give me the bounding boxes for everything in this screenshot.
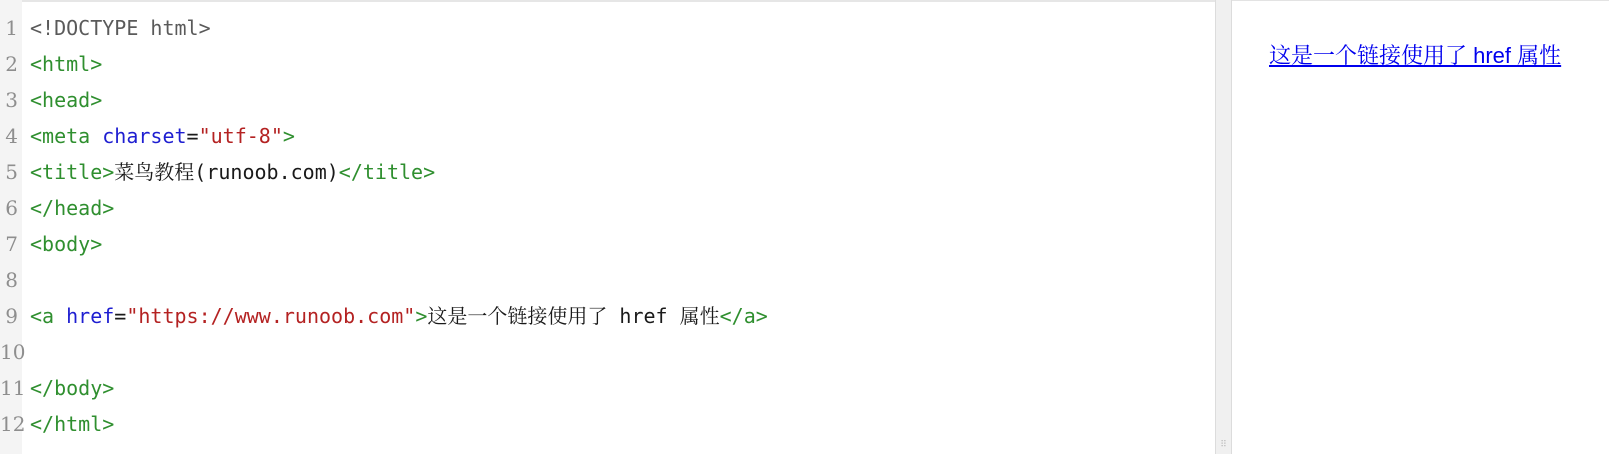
- code-content[interactable]: [30, 226, 102, 262]
- code-token-tag: <title>: [30, 160, 115, 184]
- code-token-attr: href: [66, 304, 115, 328]
- code-content[interactable]: [30, 82, 102, 118]
- code-line[interactable]: [0, 262, 1215, 298]
- line-number: 3: [5, 88, 18, 112]
- code-token-tag: <meta: [30, 124, 103, 148]
- code-token-tag: </a>: [719, 304, 768, 328]
- line-number: 7: [5, 232, 18, 256]
- resize-grip-icon[interactable]: ⠿: [1220, 440, 1227, 450]
- code-line[interactable]: [0, 334, 1215, 370]
- code-token-tag: </html>: [30, 412, 115, 436]
- code-token-tag: </body>: [30, 376, 115, 400]
- line-number: 8: [5, 268, 18, 292]
- code-token-str: "https://www.runoob.com": [126, 304, 416, 328]
- line-number: 12: [0, 412, 26, 436]
- code-token-tag: <a: [30, 304, 67, 328]
- code-token-text: =: [186, 124, 199, 148]
- line-number: 9: [5, 304, 18, 328]
- code-token-tag: <head>: [30, 88, 103, 112]
- line-number: 6: [5, 196, 18, 220]
- code-token-tag: </title>: [338, 160, 436, 184]
- code-content[interactable]: [30, 46, 102, 82]
- preview-link[interactable]: 这是一个链接使用了 href 属性: [1269, 43, 1562, 68]
- code-token-tag: <body>: [30, 232, 103, 256]
- code-token-tag: >: [282, 124, 295, 148]
- code-token-doctype: <!DOCTYPE html>: [30, 16, 211, 40]
- code-line[interactable]: [0, 370, 1215, 406]
- code-line[interactable]: [0, 190, 1215, 226]
- code-content[interactable]: [30, 370, 114, 406]
- code-content[interactable]: [30, 154, 435, 190]
- line-number: 5: [5, 160, 18, 184]
- code-token-text: 菜鸟教程(runoob.com): [114, 160, 339, 184]
- code-content[interactable]: [30, 406, 114, 442]
- code-line[interactable]: [0, 226, 1215, 262]
- code-token-text: 这是一个链接使用了 href 属性: [427, 304, 720, 328]
- line-number: 10: [0, 340, 26, 364]
- code-token-tag: >: [415, 304, 428, 328]
- code-token-str: "utf-8": [198, 124, 283, 148]
- code-content[interactable]: [30, 10, 211, 46]
- code-token-tag: </head>: [30, 196, 115, 220]
- preview-pane: [1232, 0, 1609, 454]
- code-line[interactable]: [0, 82, 1215, 118]
- code-content[interactable]: [30, 298, 768, 334]
- code-line[interactable]: [0, 154, 1215, 190]
- code-lines[interactable]: [0, 10, 1215, 442]
- code-line[interactable]: [0, 406, 1215, 442]
- code-line[interactable]: [0, 10, 1215, 46]
- code-line[interactable]: [0, 298, 1215, 334]
- line-number: 2: [5, 52, 18, 76]
- code-token-tag: <html>: [30, 52, 103, 76]
- line-number: 4: [5, 124, 18, 148]
- code-token-text: =: [114, 304, 127, 328]
- line-number: 1: [5, 16, 18, 40]
- code-content[interactable]: [30, 118, 295, 154]
- code-line[interactable]: [0, 46, 1215, 82]
- editor-top-border: [22, 0, 1215, 2]
- code-token-attr: charset: [102, 124, 187, 148]
- code-line[interactable]: [0, 118, 1215, 154]
- pane-splitter[interactable]: [1215, 0, 1232, 454]
- line-number: 11: [0, 376, 26, 400]
- code-content[interactable]: [30, 190, 114, 226]
